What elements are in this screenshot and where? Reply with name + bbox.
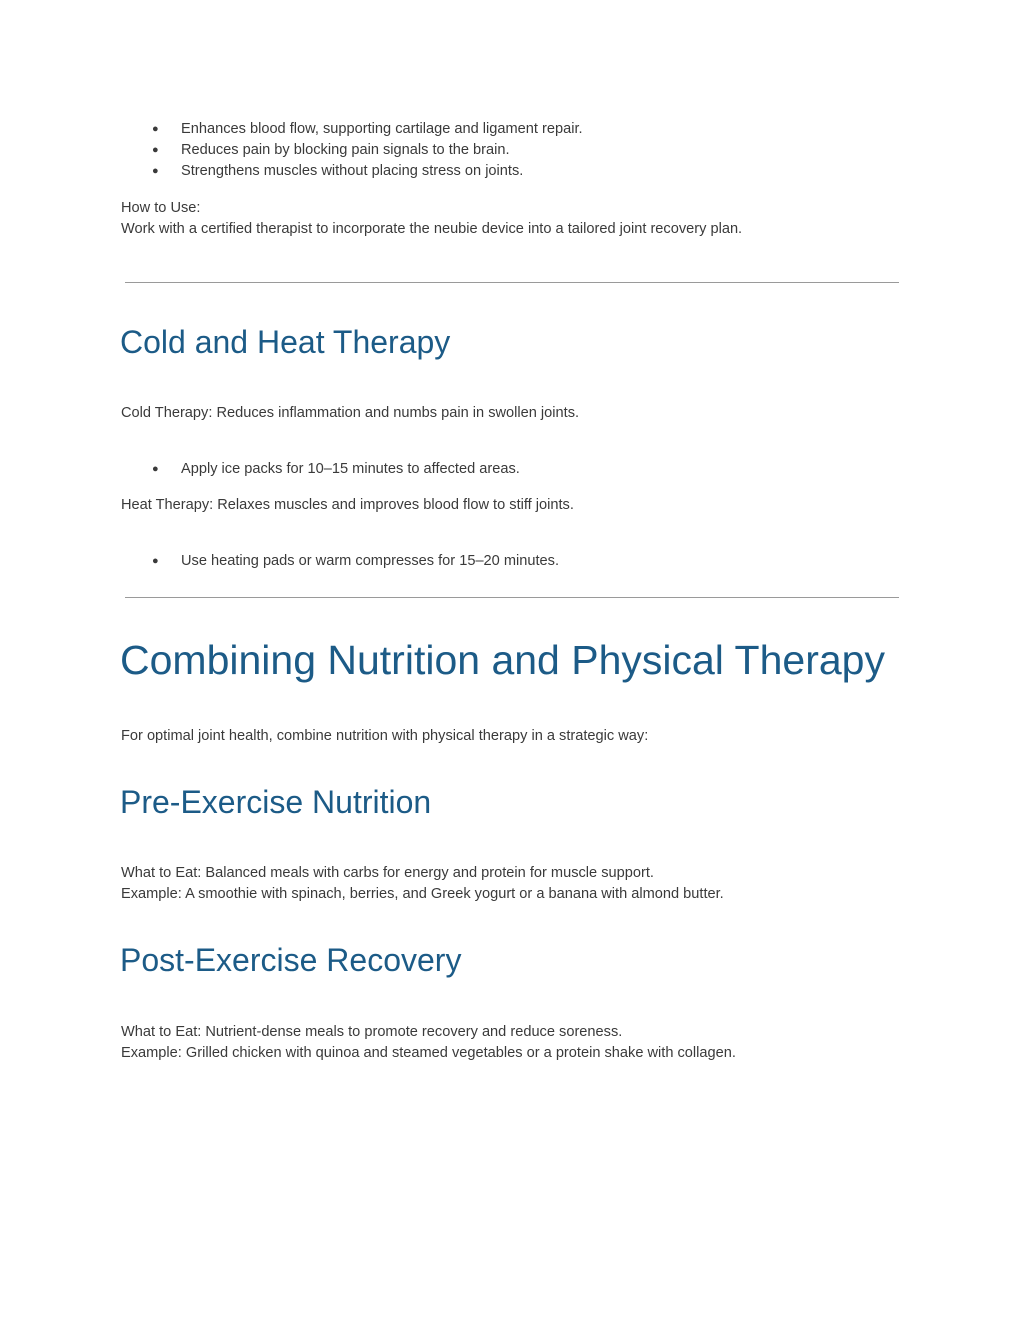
list-item: ● Use heating pads or warm compresses for 15–20 minutes. <box>121 551 559 572</box>
bullet-icon: ● <box>152 123 159 135</box>
benefits-list <box>121 119 583 182</box>
list-item: ● Enhances blood flow, supporting cartilage and ligament repair. <box>121 119 583 140</box>
section-divider <box>125 282 899 283</box>
section-divider <box>125 597 899 598</box>
how-to-use-label: How to Use: <box>121 200 201 216</box>
bullet-icon: ● <box>152 165 159 177</box>
pre-exercise-example: Example: A smoothie with spinach, berries, and Greek yogurt or a banana with almond butter. <box>121 886 724 902</box>
how-to-use-text: Work with a certified therapist to incorporate the neubie device into a tailored joint recovery plan. <box>121 221 743 237</box>
bullet-icon: ● <box>152 144 159 156</box>
combining-intro: For optimal joint health, combine nutrition with physical therapy in a strategic way: <box>121 728 649 744</box>
heat-therapy-text: Heat Therapy: Relaxes muscles and improves blood flow to stiff joints. <box>121 497 574 513</box>
list-item: ● Strengthens muscles without placing stress on joints. <box>121 161 583 182</box>
post-exercise-example: Example: Grilled chicken with quinoa and steamed vegetables or a protein shake with collagen. <box>121 1045 736 1061</box>
list-item: ● Reduces pain by blocking pain signals to the brain. <box>121 140 583 161</box>
post-exercise-what: What to Eat: Nutrient-dense meals to promote recovery and reduce soreness. <box>121 1024 623 1040</box>
list-item: ● Apply ice packs for 10–15 minutes to affected areas. <box>121 459 520 480</box>
post-exercise-heading: Post-Exercise Recovery <box>120 942 462 978</box>
bullet-icon: ● <box>152 463 159 475</box>
combining-heading: Combining Nutrition and Physical Therapy <box>120 637 885 683</box>
cold-therapy-text: Cold Therapy: Reduces inflammation and numbs pain in swollen joints. <box>121 405 580 421</box>
cold-heat-heading: Cold and Heat Therapy <box>120 324 451 360</box>
pre-exercise-what: What to Eat: Balanced meals with carbs for energy and protein for muscle support. <box>121 865 654 881</box>
cold-therapy-list <box>121 459 520 480</box>
bullet-icon: ● <box>152 555 159 567</box>
heat-therapy-list <box>121 551 559 572</box>
pre-exercise-heading: Pre-Exercise Nutrition <box>120 784 432 820</box>
